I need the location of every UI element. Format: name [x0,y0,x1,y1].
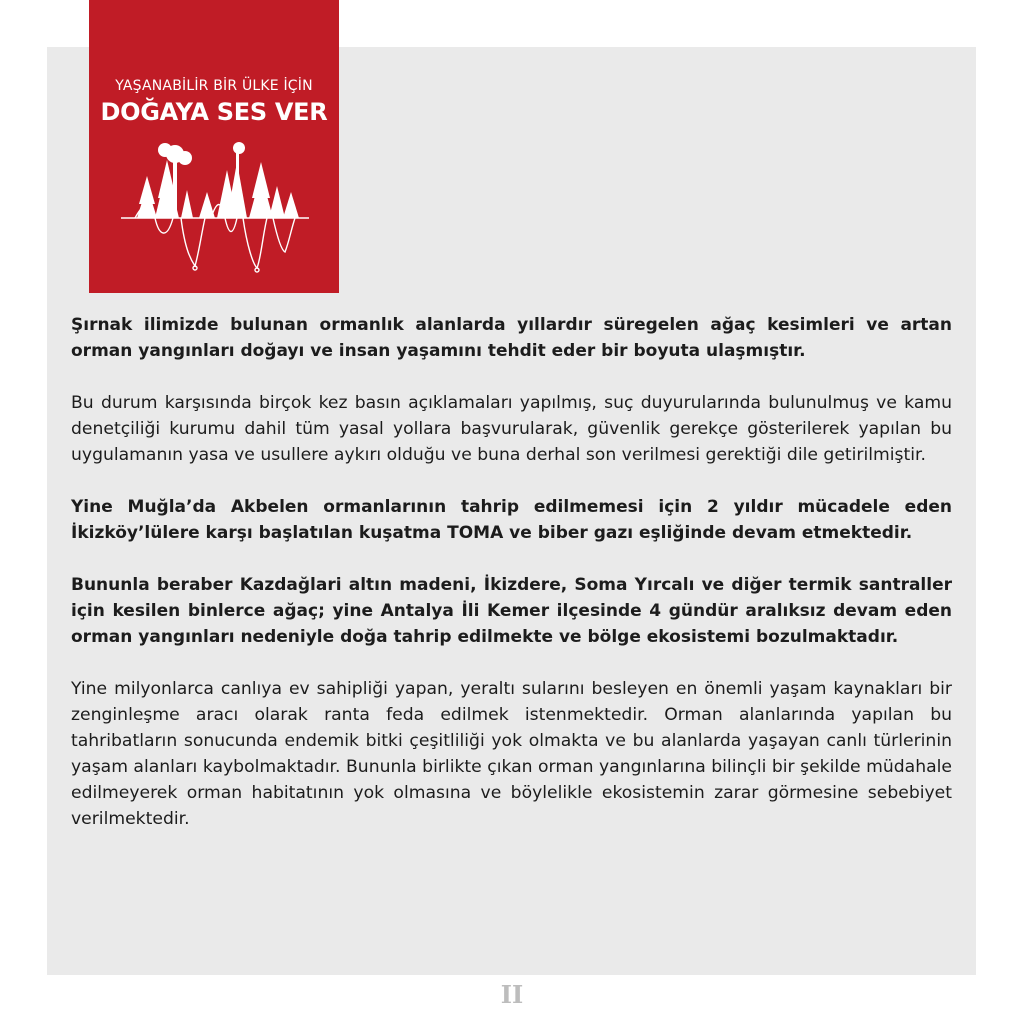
paragraph-3: Yine Muğla’da Akbelen ormanlarının tahrip edilmemesi için 2 yıldır mücadele eden İkizköy’lülere karşı başlatılan kuşatma TOMA ve biber gazı eşliğinde devam etmektedir. [71,497,952,543]
paragraph-4: Bununla beraber Kazdağlari altın madeni, İkizdere, Soma Yırcalı ve diğer termik santraller için kesilen binlerce ağaç; yine Antalya İli Kemer ilçesinde 4 gündür aralıksız devam eden orman yangınları nedeniyle doğa tahrip edilmekte ve bölge ekosistemi bozulmaktadır. [71,575,952,647]
page-number: II [500,980,524,1009]
banner-title: DOĞAYA SES VER [100,98,328,126]
paragraph-2: Bu durum karşısında birçok kez basın açıklamaları yapılmış, suç duyurularında bulunulmuş ve kamu denetçiliği kurumu dahil tüm yasal yollara başvurularak, güvenlik gerekçe gösterilerek yapılan bu uygulamanın yasa ve usullere aykırı olduğu ve buna derhal son verilmesi gerektiği dile getirilmiştir. [71,393,952,465]
article-body [71,312,952,858]
paragraph-1: Şırnak ilimizde bulunan ormanlık alanlarda yıllardır süregelen ağaç kesimleri ve artan orman yangınları doğayı ve insan yaşamını tehdit eder bir boyuta ulaşmıştır. [71,315,952,361]
banner-kicker: YAŞANABİLİR BİR ÜLKE İÇİN [115,78,313,94]
forest-roots-icon [115,140,315,280]
paragraph-5: Yine milyonlarca canlıya ev sahipliği yapan, yeraltı sularını besleyen en önemli yaşam kaynakları bir zenginleşme aracı olarak ranta feda edilmek istenmektedir. Orman alanlarında yapılan bu tahribatların sonucunda endemik bitki çeşitliliği yok olmakta ve bu alanlarda yaşayan canlı türlerinin yaşam alanları kaybolmaktadır. Bununla birlikte çıkan orman yangınlarına bilinçli bir şekilde müdahale edilmeyerek orman habitatının yok olmasına ve böylelikle ekosistemin zarar görmesine sebebiyet verilmektedir. [71,679,952,829]
campaign-banner [89,0,339,293]
